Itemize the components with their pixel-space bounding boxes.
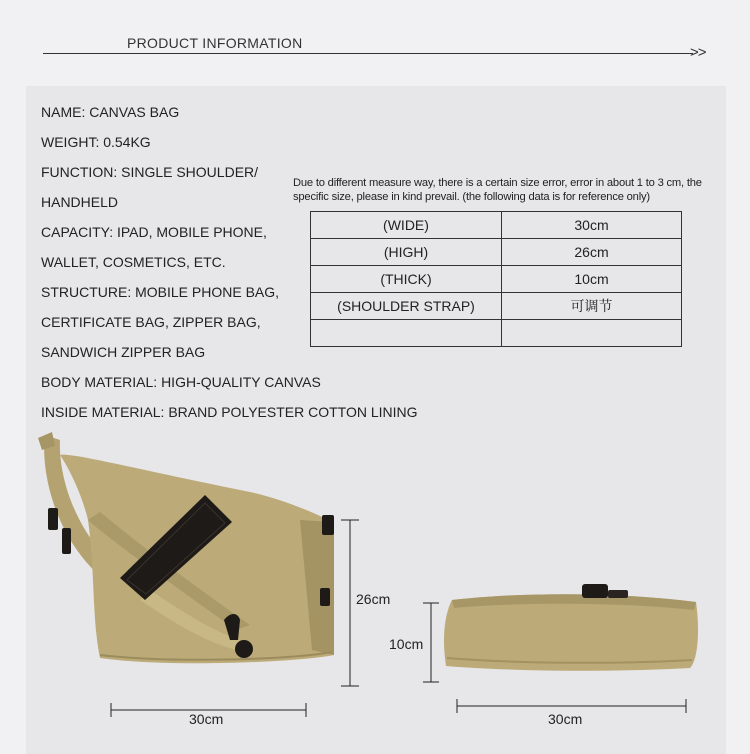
header-arrow-icon: >> bbox=[690, 44, 706, 61]
size-note: Due to different measure way, there is a certain size error, error in about 1 to 3 cm, the specific size, please in kind prevail. (the following data is for reference only) bbox=[293, 177, 702, 203]
size-label: (SHOULDER STRAP) bbox=[311, 293, 502, 320]
spec-capacity-cont: WALLET, COSMETICS, ETC. bbox=[41, 254, 226, 270]
spec-structure-cont: CERTIFICATE BAG, ZIPPER BAG, bbox=[41, 314, 261, 330]
spec-structure-cont2: SANDWICH ZIPPER BAG bbox=[41, 344, 206, 360]
bottom-thickness-label: 10cm bbox=[389, 636, 424, 652]
bag-front-image bbox=[38, 432, 334, 663]
spec-function: FUNCTION: SINGLE SHOULDER/ bbox=[41, 164, 259, 180]
size-label: (WIDE) bbox=[311, 212, 502, 239]
spec-body-material: BODY MATERIAL: HIGH-QUALITY CANVAS bbox=[41, 374, 321, 390]
front-height-label: 26cm bbox=[356, 591, 391, 607]
bottom-thickness-dimension bbox=[423, 603, 439, 682]
size-value: 26cm bbox=[502, 239, 682, 266]
spec-name: NAME: CANVAS BAG bbox=[41, 104, 180, 120]
spec-function-cont: HANDHELD bbox=[41, 194, 119, 210]
size-value: 30cm bbox=[502, 212, 682, 239]
section-title: PRODUCT INFORMATION bbox=[127, 35, 303, 51]
spec-structure: STRUCTURE: MOBILE PHONE BAG, bbox=[41, 284, 280, 300]
spec-weight: WEIGHT: 0.54KG bbox=[41, 134, 151, 150]
size-label: (HIGH) bbox=[311, 239, 502, 266]
size-value: 10cm bbox=[502, 266, 682, 293]
size-label: (THICK) bbox=[311, 266, 502, 293]
size-value: 可调节 bbox=[502, 293, 682, 320]
spec-inside-material: INSIDE MATERIAL: BRAND POLYESTER COTTON LINING bbox=[41, 404, 418, 420]
front-width-label: 30cm bbox=[189, 711, 224, 727]
spec-capacity: CAPACITY: IPAD, MOBILE PHONE, bbox=[41, 224, 267, 240]
bottom-width-label: 30cm bbox=[548, 711, 583, 727]
bag-bottom-image bbox=[444, 584, 698, 671]
